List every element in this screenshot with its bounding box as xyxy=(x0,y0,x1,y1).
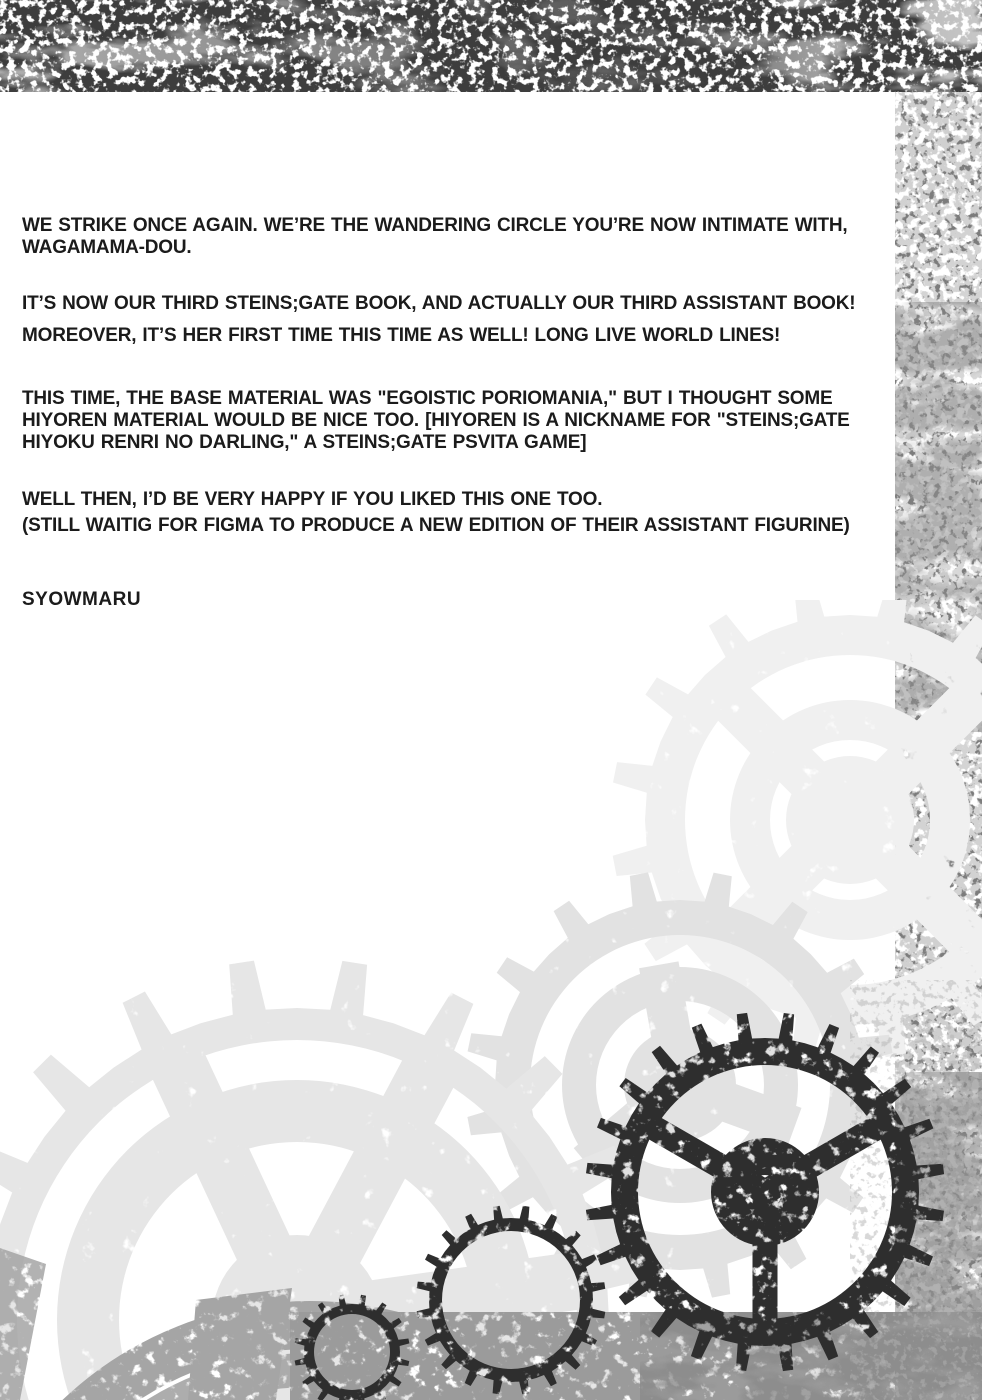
afterword-paragraph-2 xyxy=(22,288,892,352)
author-signature: SYOWMARU xyxy=(22,589,142,610)
afterword-paragraph-4 xyxy=(22,487,892,539)
afterword-paragraph-1 xyxy=(22,215,892,259)
afterword-line: IT’S NOW OUR THIRD STEINS;GATE BOOK, AND ACTUALLY OUR THIRD ASSISTANT BOOK! xyxy=(22,293,856,314)
afterword-line: WE STRIKE ONCE AGAIN. WE’RE THE WANDERING CIRCLE YOU’RE NOW INTIMATE WITH, xyxy=(22,215,848,236)
gear-artwork xyxy=(0,600,982,1400)
afterword-line: WAGAMAMA-DOU. xyxy=(22,237,192,258)
afterword-line: MOREOVER, IT’S HER FIRST TIME THIS TIME AS WELL! LONG LIVE WORLD LINES! xyxy=(22,325,781,346)
afterword-line: (STILL WAITIG FOR FIGMA TO PRODUCE A NEW EDITION OF THEIR ASSISTANT FIGURINE) xyxy=(22,515,850,536)
afterword-line: HIYOKU RENRI NO DARLING," A STEINS;GATE PSVITA GAME] xyxy=(22,432,587,453)
afterword-line: THIS TIME, THE BASE MATERIAL WAS "EGOISTIC PORIOMANIA," BUT I THOUGHT SOME xyxy=(22,388,833,409)
gear-icon xyxy=(0,961,656,1400)
gear-icon xyxy=(417,1206,606,1395)
afterword-line: WELL THEN, I’D BE VERY HAPPY IF YOU LIKED THIS ONE TOO. xyxy=(22,489,603,510)
afterword-line: HIYOREN MATERIAL WOULD BE NICE TOO. [HIYOREN IS A NICKNAME FOR "STEINS;GATE xyxy=(22,410,850,431)
gear-icon xyxy=(295,1295,410,1400)
afterword-paragraph-3 xyxy=(22,388,892,454)
gear-icon xyxy=(586,1013,944,1371)
gear-icon xyxy=(467,872,892,1297)
